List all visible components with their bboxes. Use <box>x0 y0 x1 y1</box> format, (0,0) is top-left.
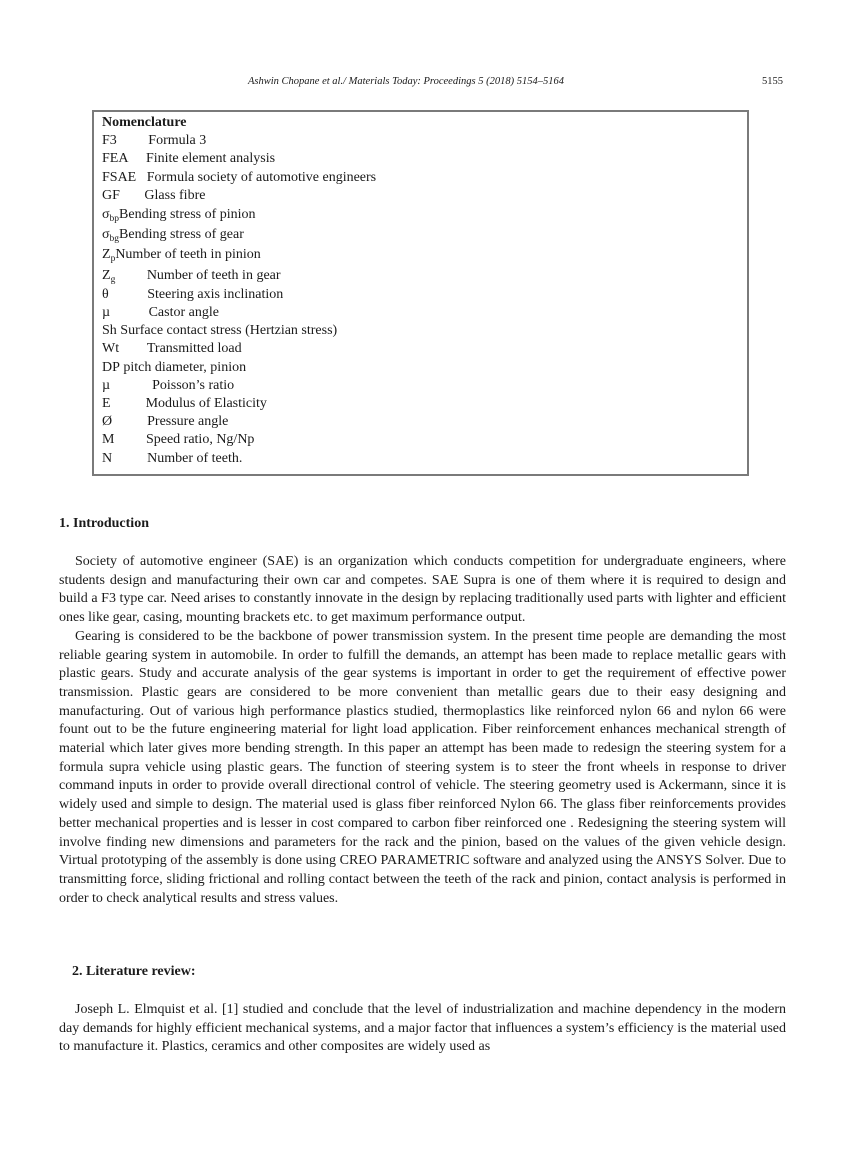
nomenclature-symbol: F3 <box>102 133 117 149</box>
nomenclature-item <box>102 169 747 187</box>
nomenclature-symbol: M <box>102 432 115 448</box>
nomenclature-definition: Formula society of automotive engineers <box>146 169 377 185</box>
nomenclature-item <box>102 187 747 205</box>
nomenclature-definition: Modulus of Elasticity <box>145 396 267 412</box>
nomenclature-title: Nomenclature <box>102 115 187 130</box>
paragraph: Joseph L. Elmquist et al. [1] studied and conclude that the level of industrialization and machine dependency in the modern day demands for highly efficient mechanical systems, and a major factor that influences a system’s efficiency is the material used to manufacture it. Plastics, ceramics and other composites are widely used as <box>59 1002 786 1055</box>
nomenclature-item <box>102 359 747 377</box>
nomenclature-definition: Pressure angle <box>147 414 229 430</box>
nomenclature-symbol: $\sigma_{bg}$ <box>102 227 120 245</box>
nomenclature-item <box>102 132 747 150</box>
nomenclature-symbol: $Z_g$ <box>102 267 116 285</box>
page-number: 5155 <box>762 76 783 87</box>
nomenclature-definition: Transmitted load <box>146 341 242 357</box>
nomenclature-definition: Number of teeth in gear <box>146 267 281 283</box>
nomenclature-symbol: $Z_p$ <box>102 247 116 265</box>
nomenclature-definition: Finite element analysis <box>145 151 276 167</box>
nomenclature-definition: Poisson’s ratio <box>152 377 235 393</box>
nomenclature-item <box>102 322 747 340</box>
nomenclature-item <box>102 377 747 395</box>
nomenclature-item <box>102 431 747 449</box>
section-heading-literature-review: 2. Literature review: <box>72 964 196 979</box>
nomenclature-definition: Number of teeth in pinion <box>115 247 261 263</box>
nomenclature-symbol: E <box>102 396 111 412</box>
nomenclature-symbol: Ø <box>102 414 113 430</box>
nomenclature-item <box>102 205 747 225</box>
nomenclature-list <box>102 132 747 468</box>
nomenclature-symbol: $\sigma_{bp}$ <box>102 207 120 225</box>
literature-review-body <box>59 1001 786 1057</box>
nomenclature-definition: Number of teeth. <box>147 450 243 466</box>
nomenclature-item <box>102 150 747 168</box>
nomenclature-definition: Speed ratio, Ng/Np <box>145 432 255 448</box>
nomenclature-symbol: DP <box>102 359 120 375</box>
nomenclature-symbol: µ <box>102 377 111 393</box>
paragraph: Gearing is considered to be the backbone of power transmission system. In the present time people are demanding the most reliable gearing system in automobile. In order to fulfill the demands, an attempt has been made to replace metallic gears with plastic gears. Study and accurate analysis of the gear systems is important in order to get the requirement of effective power transmission. Plastic gears are considered to be more convenient than metallic gears due to their easy designing and manufacturing. Out of various high performance plastics studied, thermoplastics like reinforced nylon 66 and nylon 66 were fount out to be the future engineering material for light load application. Fiber reinforcement enhances mechanical strength of material which later gives more bending strength. In this paper an attempt has been made to redesign the steering system for a formula supra vehicle using plastic gears. The function of steering system is to steer the front wheels in response to driver command inputs in order to provide overall directional control of vehicle. The steering geometry used is Ackermann, since it is widely used and simple to design. The material used is glass fiber reinforced Nylon 66. The glass fiber reinforcements provides better mechanical properties and is lesser in cost compared to carbon fiber reinforced one . Redesigning the steering system will involve finding new dimensions and parameters for the rack and the pinion, based on the values of the given vehicle design. Virtual prototyping of the assembly is done using CREO PARAMETRIC software and analyzed using the ANSYS Solver. Due to transmitting force, sliding frictional and rolling contact between the teeth of the rack and pinion, contact analysis is performed in order to check analytical results and stress values. <box>59 628 786 906</box>
nomenclature-symbol: FEA <box>102 151 129 167</box>
nomenclature-item <box>102 286 747 304</box>
nomenclature-item <box>102 266 747 286</box>
nomenclature-symbol: µ <box>102 305 111 321</box>
nomenclature-item <box>102 340 747 358</box>
nomenclature-definition: Castor angle <box>148 305 219 321</box>
nomenclature-definition: Glass fibre <box>144 187 206 203</box>
section-heading-introduction: 1. Introduction <box>59 516 149 531</box>
running-header <box>0 76 846 92</box>
nomenclature-item <box>102 395 747 413</box>
nomenclature-item <box>102 245 747 265</box>
nomenclature-item <box>102 225 747 245</box>
nomenclature-definition: Formula 3 <box>148 133 207 149</box>
nomenclature-item <box>102 413 747 431</box>
nomenclature-definition: Bending stress of gear <box>119 227 244 243</box>
nomenclature-symbol: N <box>102 450 113 466</box>
nomenclature-symbol: GF <box>102 187 120 203</box>
nomenclature-item <box>102 304 747 322</box>
nomenclature-symbol: Wt <box>102 341 120 357</box>
nomenclature-symbol: Sh <box>102 323 117 339</box>
nomenclature-definition: Surface contact stress (Hertzian stress) <box>120 323 338 339</box>
nomenclature-symbol: θ <box>102 286 109 302</box>
introduction-body <box>59 553 786 908</box>
nomenclature-definition: pitch diameter, pinion <box>123 359 247 375</box>
nomenclature-symbol: FSAE <box>102 169 137 185</box>
nomenclature-definition: Bending stress of pinion <box>119 207 256 223</box>
nomenclature-box <box>92 110 749 476</box>
journal-citation: Ashwin Chopane et al./ Materials Today: Proceedings 5 (2018) 5154–5164 <box>248 76 564 87</box>
nomenclature-definition: Steering axis inclination <box>147 286 284 302</box>
nomenclature-item <box>102 450 747 468</box>
paragraph: Society of automotive engineer (SAE) is an organization which conducts competition for undergraduate engineers, where students design and manufacturing their own car and competes. SAE Supra is one of them where it is required to design and build a F3 type car. Need arises to constantly innovate in the design by replacing traditionally used parts with lighter and efficient ones like gear, casing, mounting brackets etc. to get maximum performance output. <box>59 554 786 626</box>
